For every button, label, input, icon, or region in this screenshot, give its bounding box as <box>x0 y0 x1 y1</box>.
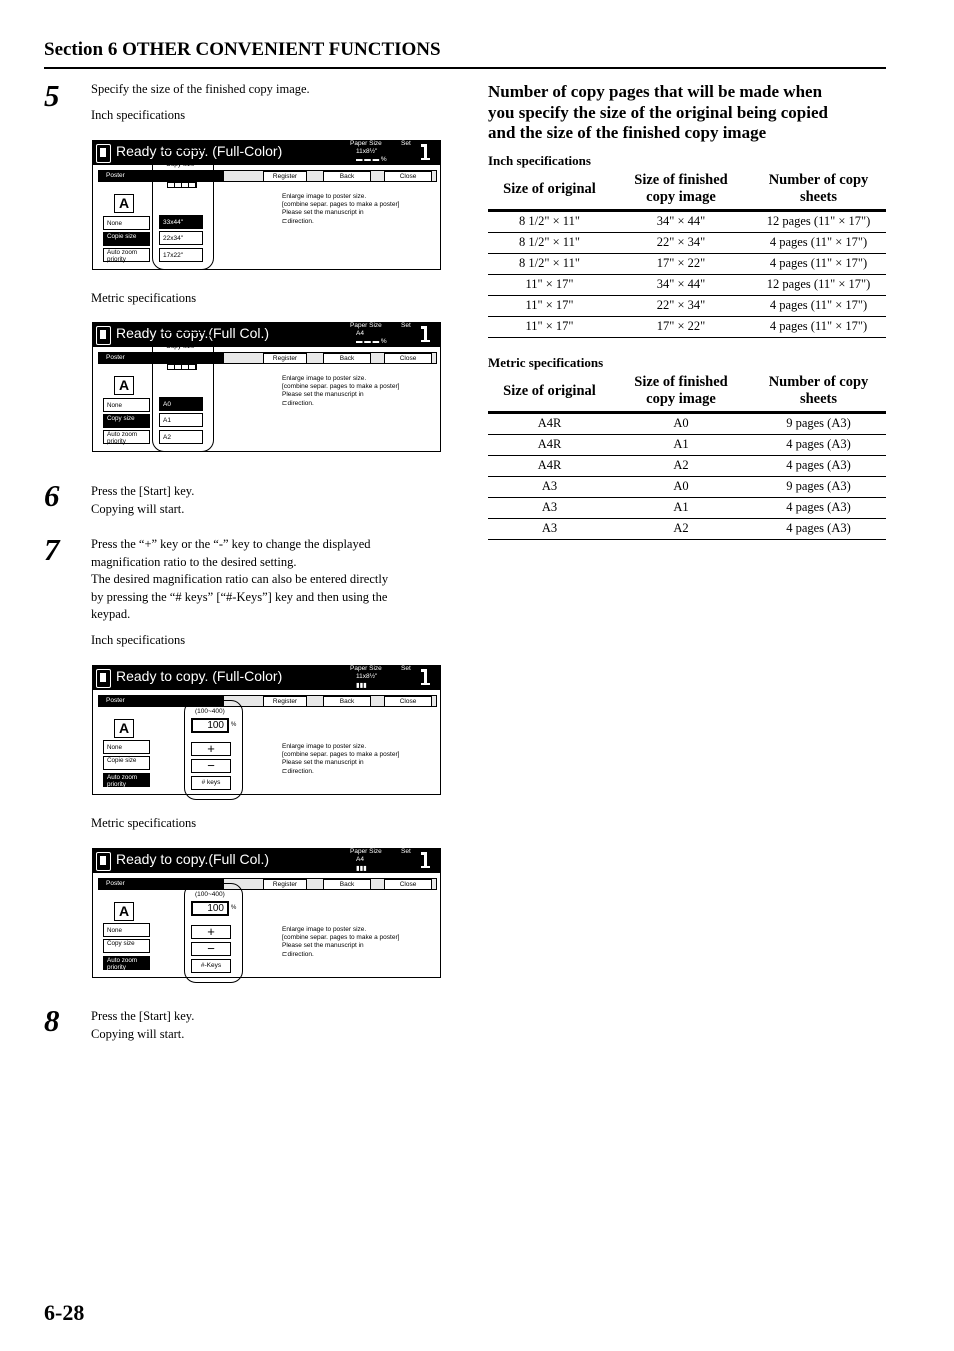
copier-panel-metric-zoom <box>92 848 441 978</box>
table-cell: 11" × 17" <box>488 295 611 316</box>
paper-size-label: Paper Size <box>350 140 382 147</box>
table-cell: 4 pages (A3) <box>751 518 886 539</box>
close-button[interactable]: Close <box>384 696 432 707</box>
zoom-ratio-field[interactable]: 100 <box>191 901 229 916</box>
copy-size-option[interactable]: 22x34" <box>159 231 203 245</box>
table-cell: 22" × 34" <box>611 295 751 316</box>
copy-count-display <box>424 326 427 341</box>
table-cell: A4R <box>488 412 611 434</box>
auto-zoom-priority-button[interactable]: Auto zoom priority <box>103 956 150 970</box>
metric-table-label: Metric specifications <box>488 355 604 370</box>
table-cell: 34" × 44" <box>611 274 751 295</box>
zoom-ratio-field[interactable]: 100 <box>191 718 229 733</box>
copier-panel-inch-copy-size <box>92 140 441 270</box>
copy-count-display <box>424 669 427 684</box>
inch-copy-pages-table <box>488 170 886 338</box>
paper-size-label: Paper Size <box>350 848 382 855</box>
copy-count-display <box>424 852 427 867</box>
none-button[interactable]: None <box>103 398 150 412</box>
step-8-line: Copying will start. <box>91 1027 185 1041</box>
table-cell: 11" × 17" <box>488 316 611 337</box>
table-cell: 22" × 34" <box>611 232 751 253</box>
table-cell: 4 pages (11" × 17") <box>751 253 886 274</box>
table-cell: A1 <box>611 497 751 518</box>
number-keys-button[interactable]: # keys <box>191 776 231 790</box>
table-cell: A2 <box>611 518 751 539</box>
original-image-icon: A <box>114 902 134 921</box>
table-row <box>488 434 886 455</box>
step-6-line: Copying will start. <box>91 502 185 516</box>
copy-size-label: Copy size <box>166 343 195 350</box>
plus-button[interactable]: + <box>191 742 231 756</box>
table-cell: A3 <box>488 518 611 539</box>
table-cell: 8 1/2" × 11" <box>488 253 611 274</box>
poster-tab[interactable]: Poster <box>98 352 224 364</box>
close-button[interactable]: Close <box>384 171 432 182</box>
register-button[interactable]: Register <box>263 879 307 890</box>
copy-size-option[interactable]: A0 <box>159 397 203 411</box>
copy-count-display <box>424 144 427 159</box>
poster-grid-icon <box>167 170 197 188</box>
set-label: Set <box>401 322 411 329</box>
paper-size-value: A4 <box>356 330 364 337</box>
metric-spec-label: Metric specifications <box>91 291 197 305</box>
copy-size-button[interactable]: Copy size <box>103 414 150 428</box>
poster-description: Enlarge image to poster size. [combine separ. pages to make a poster] Please set the manuscript in ⊏direction. <box>282 926 400 958</box>
poster-description: Enlarge image to poster size. [combine separ. pages to make a poster] Please set the manuscript in ⊏direction. <box>282 743 400 775</box>
paper-size-label: Paper Size <box>350 322 382 329</box>
table-row <box>488 274 886 295</box>
step-6-line: Press the [Start] key. <box>91 484 195 498</box>
copy-size-option[interactable]: A1 <box>159 413 203 427</box>
copy-size-button[interactable]: Copy size <box>103 939 150 953</box>
table-row <box>488 518 886 539</box>
section-title: Section 6 OTHER CONVENIENT FUNCTIONS <box>44 39 441 60</box>
table-cell: 4 pages (A3) <box>751 497 886 518</box>
table-cell: 9 pages (A3) <box>751 476 886 497</box>
inch-table-label: Inch specifications <box>488 153 591 168</box>
section-rule <box>44 67 886 69</box>
back-button[interactable]: Back <box>323 353 371 364</box>
register-button[interactable]: Register <box>263 353 307 364</box>
close-button[interactable]: Close <box>384 353 432 364</box>
panel-status-bar <box>93 323 440 347</box>
table-cell: 11" × 17" <box>488 274 611 295</box>
poster-tab[interactable]: Poster <box>98 695 224 707</box>
table-cell: A3 <box>488 497 611 518</box>
table-cell: 8 1/2" × 11" <box>488 232 611 253</box>
column-header: Size of original <box>488 170 611 210</box>
zoom-percent-display: ▮▮▮ <box>356 682 367 689</box>
table-row <box>488 210 886 232</box>
table-cell: 4 pages (11" × 17") <box>751 295 886 316</box>
ready-message: Ready to copy.(Full Col.) <box>116 325 270 341</box>
copier-status-icon <box>96 144 111 163</box>
zoom-percent-display: ▬ ▬ ▬ % <box>356 338 387 345</box>
number-keys-button[interactable]: #-Keys <box>191 959 231 973</box>
poster-tab[interactable]: Poster <box>98 878 224 890</box>
table-cell: 4 pages (A3) <box>751 434 886 455</box>
none-button[interactable]: None <box>103 740 150 754</box>
percent-sign: % <box>231 905 237 911</box>
copy-size-option[interactable]: A2 <box>159 430 203 444</box>
copy-size-option[interactable]: 17x22" <box>159 248 203 262</box>
metric-spec-label: Metric specifications <box>91 816 197 830</box>
zoom-range-label: (100~400) <box>195 891 225 898</box>
zoom-percent-display: ▮▮▮ <box>356 865 367 872</box>
step-number-6: 6 <box>44 478 60 513</box>
copy-pages-heading: Number of copy pages that will be made when you specify the size of the original being copied and the size of the finished copy image <box>488 82 828 142</box>
table-cell: A4R <box>488 434 611 455</box>
column-header: Number of copy sheets <box>751 170 886 210</box>
copy-size-button[interactable]: Copie size <box>103 232 150 246</box>
ready-message: Ready to copy. (Full-Color) <box>116 668 283 684</box>
table-cell: 17" × 22" <box>611 316 751 337</box>
column-header: Size of finished copy image <box>611 372 751 412</box>
copy-size-label: Copy size <box>166 161 195 168</box>
table-cell: 17" × 22" <box>611 253 751 274</box>
table-row <box>488 295 886 316</box>
column-header: Number of copy sheets <box>751 372 886 412</box>
register-button[interactable]: Register <box>263 171 307 182</box>
inch-spec-label: Inch specifications <box>91 633 186 647</box>
table-cell: 12 pages (11" × 17") <box>751 274 886 295</box>
column-header: Size of original <box>488 372 611 412</box>
table-row <box>488 253 886 274</box>
table-cell: 4 pages (11" × 17") <box>751 232 886 253</box>
poster-description: Enlarge image to poster size. [combine separ. pages to make a poster] Please set the manuscript in ⊏direction. <box>282 193 400 225</box>
step-number-7: 7 <box>44 532 60 567</box>
ready-message: Ready to copy.(Full Col.) <box>116 851 270 867</box>
table-cell: 12 pages (11" × 17") <box>751 210 886 232</box>
copier-panel-metric-copy-size <box>92 322 441 452</box>
original-image-icon: A <box>114 194 134 213</box>
step-7-line: Press the “+” key or the “-” key to change the displayed <box>91 537 371 551</box>
column-header: Size of finished copy image <box>611 170 751 210</box>
poster-grid-icon <box>167 352 197 370</box>
step-number-5: 5 <box>44 78 60 113</box>
table-cell: 4 pages (11" × 17") <box>751 316 886 337</box>
table-row <box>488 412 886 434</box>
register-button[interactable]: Register <box>263 696 307 707</box>
step-7-line: The desired magnification ratio can also be entered directly <box>91 572 389 586</box>
table-cell: A0 <box>611 412 751 434</box>
zoom-range-label: (100~400) <box>195 708 225 715</box>
metric-copy-pages-table <box>488 372 886 540</box>
inch-spec-label: Inch specifications <box>91 108 186 122</box>
auto-zoom-priority-button[interactable]: Auto zoom priority <box>103 248 150 262</box>
auto-zoom-priority-button[interactable]: Auto zoom priority <box>103 430 150 444</box>
table-cell: A1 <box>611 434 751 455</box>
paper-size-value: A4 <box>356 856 364 863</box>
set-label: Set <box>401 848 411 855</box>
table-cell: A4R <box>488 455 611 476</box>
set-label: Set <box>401 665 411 672</box>
back-button[interactable]: Back <box>323 696 371 707</box>
poster-description: Enlarge image to poster size. [combine separ. pages to make a poster] Please set the manuscript in ⊏direction. <box>282 375 400 407</box>
copy-size-button[interactable]: Copie size <box>103 756 150 770</box>
paper-size-value: 11x8½" <box>356 148 378 155</box>
panel-status-bar <box>93 666 440 690</box>
step-5-text: Specify the size of the finished copy image. <box>91 82 310 96</box>
step-7-line: keypad. <box>91 607 131 621</box>
table-cell: 4 pages (A3) <box>751 455 886 476</box>
step-7-line: by pressing the “# keys” [“#-Keys”] key and then using the <box>91 590 388 604</box>
step-7-line: magnification ratio to the desired setting. <box>91 555 297 569</box>
paper-size-value: 11x8½" <box>356 673 378 680</box>
table-cell: A3 <box>488 476 611 497</box>
set-label: Set <box>401 140 411 147</box>
copier-status-icon <box>96 326 111 345</box>
step-number-8: 8 <box>44 1003 60 1038</box>
table-row <box>488 316 886 337</box>
minus-button[interactable]: − <box>191 942 231 956</box>
copier-status-icon <box>96 669 111 688</box>
copier-status-icon <box>96 852 111 871</box>
table-cell: 9 pages (A3) <box>751 412 886 434</box>
table-cell: 34" × 44" <box>611 210 751 232</box>
minus-button[interactable]: − <box>191 759 231 773</box>
plus-button[interactable]: + <box>191 925 231 939</box>
close-button[interactable]: Close <box>384 879 432 890</box>
step-8-line: Press the [Start] key. <box>91 1009 195 1023</box>
paper-size-label: Paper Size <box>350 665 382 672</box>
back-button[interactable]: Back <box>323 879 371 890</box>
page-number: 6-28 <box>44 1300 85 1325</box>
table-row <box>488 476 886 497</box>
panel-status-bar <box>93 141 440 165</box>
table-row <box>488 455 886 476</box>
none-button[interactable]: None <box>103 923 150 937</box>
original-image-icon: A <box>114 376 134 395</box>
percent-sign: % <box>231 722 237 728</box>
table-cell: 8 1/2" × 11" <box>488 210 611 232</box>
none-button[interactable]: None <box>103 216 150 230</box>
table-cell: A2 <box>611 455 751 476</box>
ready-message: Ready to copy. (Full-Color) <box>116 143 283 159</box>
zoom-percent-display: ▬ ▬ ▬ % <box>356 156 387 163</box>
table-row <box>488 497 886 518</box>
table-cell: A0 <box>611 476 751 497</box>
copy-size-option[interactable]: 33x44" <box>159 215 203 229</box>
copier-panel-inch-zoom <box>92 665 441 795</box>
back-button[interactable]: Back <box>323 171 371 182</box>
poster-tab[interactable]: Poster <box>98 170 224 182</box>
panel-status-bar <box>93 849 440 873</box>
table-row <box>488 232 886 253</box>
auto-zoom-priority-button[interactable]: Auto zoom priority <box>103 773 150 787</box>
original-image-icon: A <box>114 719 134 738</box>
